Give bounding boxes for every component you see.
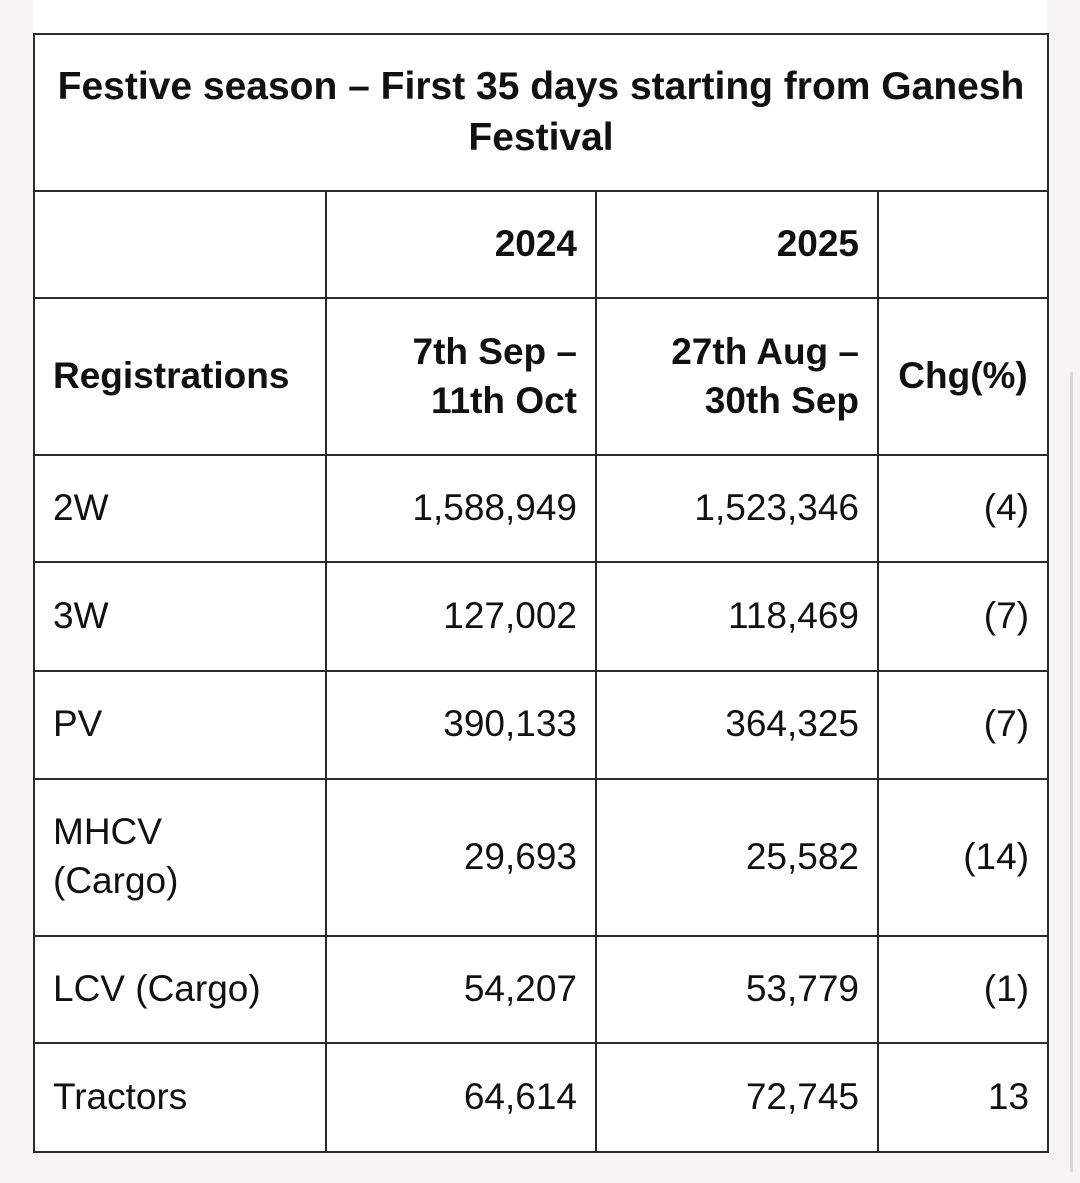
row-change: (14) [878, 779, 1048, 936]
row-change: 13 [878, 1043, 1048, 1152]
period-2024-end: 11th Oct [431, 379, 577, 421]
table-row [34, 936, 1048, 1043]
period-2024-start: 7th Sep – [412, 330, 577, 372]
row-value-2024: 390,133 [326, 671, 596, 779]
row-category: Tractors [34, 1043, 326, 1152]
row-change: (7) [878, 671, 1048, 779]
row-value-2024: 127,002 [326, 562, 596, 670]
table-title: Festive season – First 35 days starting from Ganesh Festival [34, 34, 1048, 191]
table-row [34, 779, 1048, 936]
row-category: LCV (Cargo) [34, 936, 326, 1043]
table-row [34, 671, 1048, 779]
row-category [34, 779, 326, 936]
registrations-table [33, 33, 1049, 1153]
row-category: PV [34, 671, 326, 779]
top-strip [33, 0, 1047, 33]
row-value-2025: 72,745 [596, 1043, 878, 1152]
row-category: 3W [34, 562, 326, 670]
year-header-2024: 2024 [326, 191, 596, 298]
row-change: (1) [878, 936, 1048, 1043]
row-value-2024: 1,588,949 [326, 455, 596, 562]
change-header: Chg(%) [878, 298, 1048, 455]
row-value-2025: 118,469 [596, 562, 878, 670]
year-header-chg-empty [878, 191, 1048, 298]
row-category-line1: MHCV [53, 811, 162, 853]
period-2024-header [326, 298, 596, 455]
scrollbar[interactable] [1070, 372, 1073, 1172]
row-value-2025: 1,523,346 [596, 455, 878, 562]
title-row [34, 34, 1048, 191]
row-value-2024: 29,693 [326, 779, 596, 936]
year-header-row [34, 191, 1048, 298]
row-value-2025: 364,325 [596, 671, 878, 779]
period-header-row [34, 298, 1048, 455]
period-2025-start: 27th Aug – [671, 330, 859, 372]
row-value-2025: 53,779 [596, 936, 878, 1043]
row-value-2024: 64,614 [326, 1043, 596, 1152]
year-header-empty [34, 191, 326, 298]
table-row [34, 562, 1048, 670]
row-category-line2: (Cargo) [53, 860, 179, 902]
row-change: (7) [878, 562, 1048, 670]
row-category: 2W [34, 455, 326, 562]
table-row [34, 1043, 1048, 1152]
row-value-2025: 25,582 [596, 779, 878, 936]
table-row [34, 455, 1048, 562]
row-change: (4) [878, 455, 1048, 562]
year-header-2025: 2025 [596, 191, 878, 298]
period-2025-header [596, 298, 878, 455]
registrations-header: Registrations [34, 298, 326, 455]
period-2025-end: 30th Sep [704, 379, 859, 421]
registrations-table-card [33, 33, 1047, 1153]
row-value-2024: 54,207 [326, 936, 596, 1043]
